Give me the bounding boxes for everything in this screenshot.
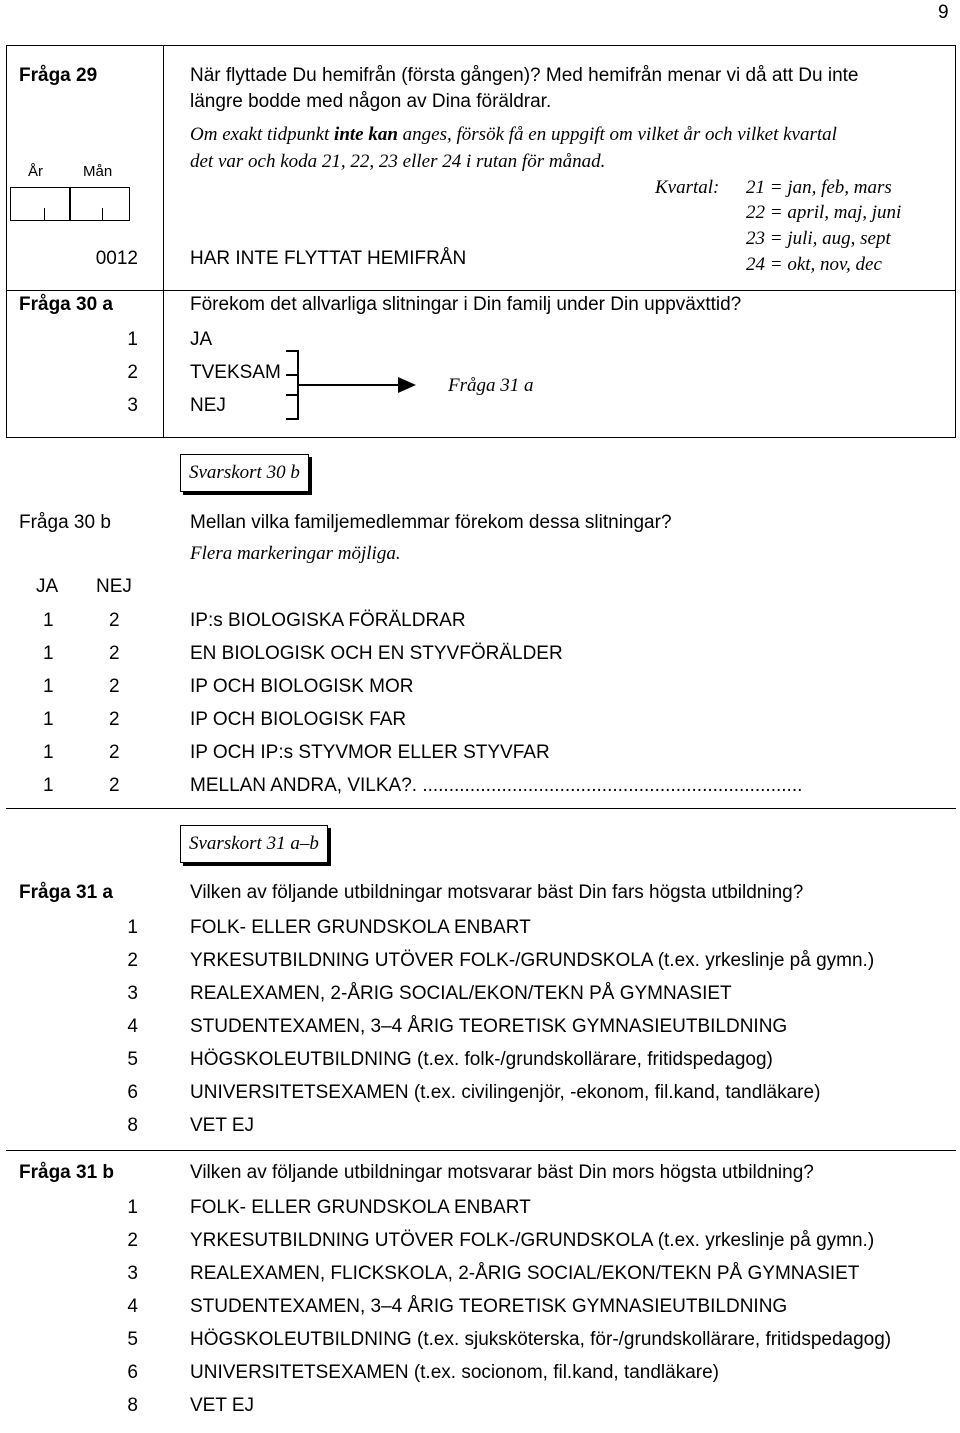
answer-code: 3 xyxy=(127,983,138,1004)
column-header-ja: JA xyxy=(36,576,59,597)
answer-option[interactable]: JA xyxy=(190,329,213,350)
question-text: När flyttade Du hemifrån (första gången)? Med hemifrån menar vi då att Du inte xyxy=(190,65,859,86)
box-tick xyxy=(44,208,45,220)
page-number: 9 xyxy=(938,2,949,23)
answer-code: 4 xyxy=(127,1296,138,1317)
instruction-emphasis: inte kan xyxy=(334,124,398,145)
instruction-text: Flera markeringar möjliga. xyxy=(190,543,401,564)
answer-option: IP OCH IP:s STYVMOR ELLER STYVFAR xyxy=(190,742,550,763)
answer-option[interactable]: REALEXAMEN, 2-ÅRIG SOCIAL/EKON/TEKN PÅ GYMNASIET xyxy=(190,983,732,1004)
section-divider xyxy=(6,1150,956,1151)
question-text: Förekom det allvarliga slitningar i Din familj under Din uppväxttid? xyxy=(190,294,742,315)
answer-code: 8 xyxy=(127,1115,138,1136)
answer-option: IP OCH BIOLOGISK MOR xyxy=(190,676,414,697)
answer-code: 1 xyxy=(127,329,138,350)
answer-option[interactable]: STUDENTEXAMEN, 3–4 ÅRIG TEORETISK GYMNASIEUTBILDNING xyxy=(190,1296,788,1317)
kvartal-entry: 23 = juli, aug, sept xyxy=(746,228,891,249)
box-divider xyxy=(69,187,71,221)
section-left-border xyxy=(6,45,7,438)
answer-option[interactable]: HÖGSKOLEUTBILDNING (t.ex. sjuksköterska, för-/grundskollärare, fritidspedagog) xyxy=(190,1329,892,1350)
answer-card-label: Svarskort 31 a–b xyxy=(180,825,328,863)
column-divider xyxy=(163,45,164,438)
date-entry-box[interactable] xyxy=(10,187,130,221)
answer-option: IP OCH BIOLOGISK FAR xyxy=(190,709,407,730)
answer-code: 5 xyxy=(127,1049,138,1070)
answer-code: 5 xyxy=(127,1329,138,1350)
instruction-part: anges, försök få en uppgift om vilket år och vilket kvartal xyxy=(397,124,837,145)
answer-option[interactable]: UNIVERSITETSEXAMEN (t.ex. socionom, fil.kand, tandläkare) xyxy=(190,1362,720,1383)
kvartal-entry: 24 = okt, nov, dec xyxy=(746,254,882,275)
answer-code: 2 xyxy=(127,950,138,971)
question-text: Vilken av följande utbildningar motsvarar bäst Din fars högsta utbildning? xyxy=(190,882,804,903)
code-ja[interactable]: 1 xyxy=(43,610,54,631)
code-nej[interactable]: 2 xyxy=(109,709,120,730)
answer-option[interactable]: STUDENTEXAMEN, 3–4 ÅRIG TEORETISK GYMNASIEUTBILDNING xyxy=(190,1016,788,1037)
code-nej[interactable]: 2 xyxy=(109,775,120,796)
question-label: Fråga 30 a xyxy=(19,294,113,315)
answer-option[interactable]: NEJ xyxy=(190,395,226,416)
answer-option[interactable]: FOLK- ELLER GRUNDSKOLA ENBART xyxy=(190,917,531,938)
kvartal-entry: 21 = jan, feb, mars xyxy=(746,177,892,198)
answer-code: 1 xyxy=(127,1197,138,1218)
answer-code: 2 xyxy=(127,362,138,383)
code-nej[interactable]: 2 xyxy=(109,643,120,664)
section-divider xyxy=(6,290,956,291)
question-text: längre bodde med någon av Dina föräldrar. xyxy=(190,91,552,112)
skip-arrow-icon xyxy=(280,345,420,425)
section-top-border xyxy=(6,45,956,46)
answer-option[interactable]: HÖGSKOLEUTBILDNING (t.ex. folk-/grundskollärare, fritidspedagog) xyxy=(190,1049,773,1070)
answer-option[interactable]: HAR INTE FLYTTAT HEMIFRÅN xyxy=(190,248,467,269)
answer-code: 8 xyxy=(127,1395,138,1416)
answer-code: 3 xyxy=(127,395,138,416)
skip-instruction: Fråga 31 a xyxy=(448,375,534,396)
answer-option[interactable]: REALEXAMEN, FLICKSKOLA, 2-ÅRIG SOCIAL/EKON/TEKN PÅ GYMNASIET xyxy=(190,1263,860,1284)
answer-code: 6 xyxy=(127,1362,138,1383)
answer-option[interactable]: TVEKSAM xyxy=(190,362,281,383)
answer-code: 1 xyxy=(127,917,138,938)
answer-option[interactable]: UNIVERSITETSEXAMEN (t.ex. civilingenjör, -ekonom, fil.kand, tandläkare) xyxy=(190,1082,821,1103)
code-ja[interactable]: 1 xyxy=(43,709,54,730)
answer-code: 4 xyxy=(127,1016,138,1037)
kvartal-entry: 22 = april, maj, juni xyxy=(746,202,902,223)
answer-option: IP:s BIOLOGISKA FÖRÄLDRAR xyxy=(190,610,466,631)
answer-option[interactable]: FOLK- ELLER GRUNDSKOLA ENBART xyxy=(190,1197,531,1218)
code-ja[interactable]: 1 xyxy=(43,775,54,796)
year-box-label: År xyxy=(28,163,43,180)
answer-option[interactable]: VET EJ xyxy=(190,1115,255,1136)
section-right-border xyxy=(955,45,956,438)
instruction-part: Om exakt tidpunkt xyxy=(190,124,335,145)
answer-code: 0012 xyxy=(95,248,138,269)
question-label: Fråga 29 xyxy=(19,65,98,86)
answer-code: 6 xyxy=(127,1082,138,1103)
question-text: Mellan vilka familjemedlemmar förekom dessa slitningar? xyxy=(190,512,672,533)
answer-code: 2 xyxy=(127,1230,138,1251)
question-label: Fråga 31 a xyxy=(19,882,113,903)
answer-option[interactable]: VET EJ xyxy=(190,1395,255,1416)
answer-code: 3 xyxy=(127,1263,138,1284)
box-tick xyxy=(102,208,103,220)
section-bottom-border xyxy=(6,437,956,438)
code-nej[interactable]: 2 xyxy=(109,742,120,763)
code-nej[interactable]: 2 xyxy=(109,610,120,631)
code-nej[interactable]: 2 xyxy=(109,676,120,697)
column-header-nej: NEJ xyxy=(96,576,132,597)
code-ja[interactable]: 1 xyxy=(43,742,54,763)
answer-option[interactable]: YRKESUTBILDNING UTÖVER FOLK-/GRUNDSKOLA (t.ex. yrkeslinje på gymn.) xyxy=(190,950,875,971)
kvartal-label: Kvartal: xyxy=(655,177,720,198)
question-text: Vilken av följande utbildningar motsvarar bäst Din mors högsta utbildning? xyxy=(190,1162,814,1183)
answer-option-other[interactable]: MELLAN ANDRA, VILKA?. ........................................................................ xyxy=(190,775,803,796)
question-label: Fråga 30 b xyxy=(19,512,111,533)
question-label: Fråga 31 b xyxy=(19,1162,115,1183)
code-ja[interactable]: 1 xyxy=(43,643,54,664)
section-divider xyxy=(6,808,956,809)
instruction-text xyxy=(190,124,837,146)
answer-option: EN BIOLOGISK OCH EN STYVFÖRÄLDER xyxy=(190,643,563,664)
instruction-text: det var och koda 21, 22, 23 eller 24 i rutan för månad. xyxy=(190,151,606,172)
code-ja[interactable]: 1 xyxy=(43,676,54,697)
answer-card-label: Svarskort 30 b xyxy=(180,454,309,492)
answer-option[interactable]: YRKESUTBILDNING UTÖVER FOLK-/GRUNDSKOLA (t.ex. yrkeslinje på gymn.) xyxy=(190,1230,875,1251)
month-box-label: Mån xyxy=(83,163,113,180)
